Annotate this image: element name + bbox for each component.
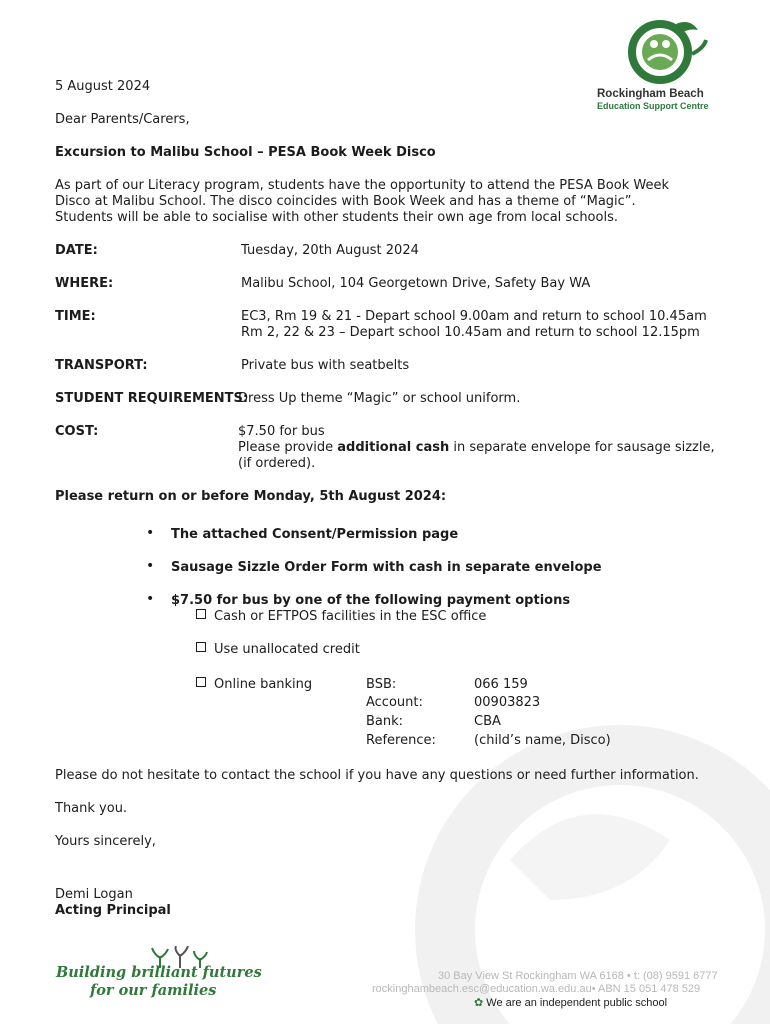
bullet-icon: •	[146, 525, 155, 541]
bullet-icon: •	[146, 591, 155, 607]
checkbox-icon[interactable]	[196, 677, 206, 687]
footer-independent: ✿ We are an independent public school	[474, 997, 668, 1009]
time-label: TIME:	[55, 309, 96, 324]
sign-off: Yours sincerely,	[55, 834, 156, 849]
payment-option-credit[interactable]: Use unallocated credit	[196, 642, 360, 657]
transport-label: TRANSPORT:	[55, 358, 148, 373]
cost-line-1: $7.50 for bus	[238, 424, 325, 439]
school-name: Rockingham Beach	[597, 88, 704, 100]
bullet-icon: •	[146, 558, 155, 574]
bank-label-reference: Reference:	[366, 733, 436, 748]
return-heading: Please return on or before Monday, 5th August 2024:	[55, 489, 447, 504]
bank-label-account: Account:	[366, 695, 423, 710]
signatory-name: Demi Logan	[55, 887, 133, 902]
checkbox-icon[interactable]	[196, 609, 206, 619]
requirements-value: Dress Up theme “Magic” or school uniform.	[238, 391, 521, 406]
school-logo-icon	[618, 14, 708, 84]
return-item-sausage-sizzle: Sausage Sizzle Order Form with cash in separate envelope	[171, 560, 602, 575]
cost-line-3: (if ordered).	[238, 456, 316, 471]
bank-value-account: 00903823	[474, 695, 541, 710]
bank-value-bank: CBA	[474, 714, 501, 729]
payment-option-cash[interactable]: Cash or EFTPOS facilities in the ESC office	[196, 609, 486, 624]
footer-address: 30 Bay View St Rockingham WA 6168 • t: (08) 9591 6777	[438, 970, 718, 982]
date-label: DATE:	[55, 243, 98, 258]
where-label: WHERE:	[55, 276, 114, 291]
date-value: Tuesday, 20th August 2024	[241, 243, 419, 258]
bank-label-bank: Bank:	[366, 714, 404, 729]
return-item-bus-payment: $7.50 for bus by one of the following payment options	[171, 593, 571, 608]
cost-line-2: Please provide additional cash in separate envelope for sausage sizzle,	[238, 440, 715, 455]
school-subtitle: Education Support Centre	[597, 101, 709, 111]
letter-date: 5 August 2024	[55, 79, 151, 94]
time-line-1: EC3, Rm 19 & 21 - Depart school 9.00am and return to school 10.45am	[241, 309, 707, 324]
where-value: Malibu School, 104 Georgetown Drive, Safety Bay WA	[241, 276, 591, 291]
intro-line-3: Students will be able to socialise with other students their own age from local schools.	[55, 210, 618, 225]
intro-line-2: Disco at Malibu School. The disco coincides with Book Week and has a theme of “Magic”.	[55, 194, 636, 209]
thank-you: Thank you.	[55, 801, 128, 816]
bank-label-bsb: BSB:	[366, 677, 397, 692]
ips-logo-icon: ✿	[474, 997, 484, 1009]
intro-line-1: As part of our Literacy program, students have the opportunity to attend the PESA Book Week	[55, 178, 669, 193]
transport-value: Private bus with seatbelts	[241, 358, 410, 373]
bank-value-bsb: 066 159	[474, 677, 528, 692]
return-item-consent: The attached Consent/Permission page	[171, 527, 459, 542]
checkbox-icon[interactable]	[196, 642, 206, 652]
payment-option-online[interactable]: Online banking	[196, 677, 312, 692]
subject-line: Excursion to Malibu School – PESA Book Week Disco	[55, 145, 436, 160]
requirements-label: STUDENT REQUIREMENTS:	[55, 391, 249, 406]
footer-email-abn: rockinghambeach.esc@education.wa.edu.au• ABN 15 051 478 529	[372, 983, 701, 995]
cost-label: COST:	[55, 424, 99, 439]
bank-value-reference: (child’s name, Disco)	[474, 733, 611, 748]
contact-line: Please do not hesitate to contact the school if you have any questions or need further information.	[55, 768, 699, 783]
slogan-line-2: for our families	[90, 982, 217, 999]
signatory-title: Acting Principal	[55, 903, 171, 918]
salutation: Dear Parents/Carers,	[55, 112, 190, 127]
slogan-line-1: Building brilliant futures	[56, 964, 262, 981]
time-line-2: Rm 2, 22 & 23 – Depart school 10.45am and return to school 12.15pm	[241, 325, 700, 340]
